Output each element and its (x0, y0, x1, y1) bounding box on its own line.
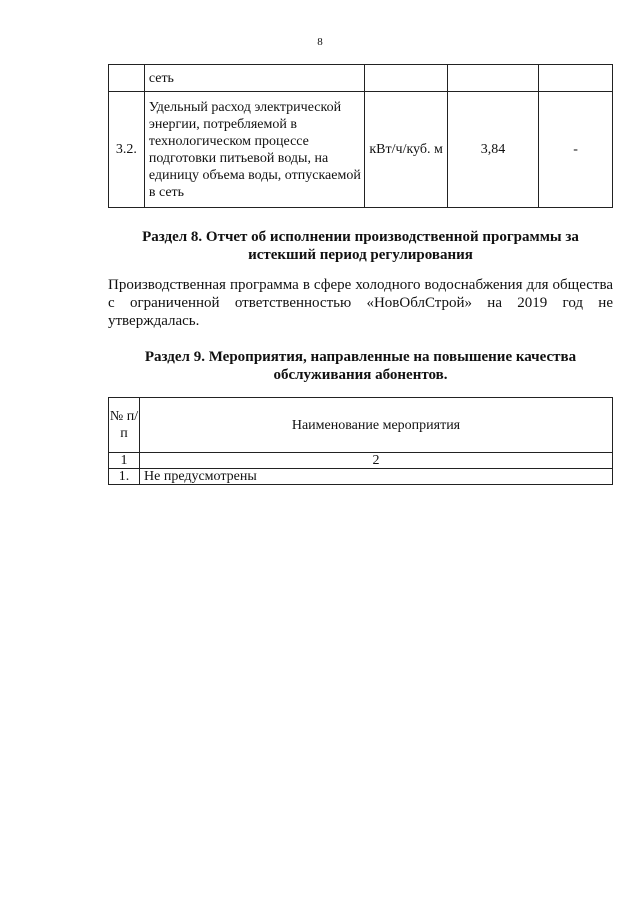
unit-cell (365, 65, 448, 92)
column-header-number: № п/п (109, 398, 140, 453)
row-number-cell: 1. (109, 469, 140, 485)
measures-table (108, 397, 613, 485)
indicators-table (108, 64, 613, 208)
value-cell (447, 65, 538, 92)
table-row (109, 92, 613, 208)
row-number-cell (109, 65, 145, 92)
column-header-name: Наименование мероприятия (140, 398, 613, 453)
column-index-1: 1 (109, 453, 140, 469)
note-cell (539, 65, 613, 92)
page-number: 8 (317, 36, 323, 48)
table-row (109, 469, 613, 485)
table-header-row (109, 398, 613, 453)
indicator-description-cell: Удельный расход электрической энергии, потребляемой в технологическом процессе подготовки питьевой воды, на единицу объема воды, отпускаемой в сеть (144, 92, 365, 208)
section-8-heading: Раздел 8. Отчет об исполнении производственной программы за истекший период регулирования (142, 229, 579, 263)
indicator-description-cell: сеть (144, 65, 365, 92)
note-cell: - (539, 92, 613, 208)
column-index-row (109, 453, 613, 469)
row-number-cell: 3.2. (109, 92, 145, 208)
section-9-heading: Раздел 9. Мероприятия, направленные на повышение качества обслуживания абонентов. (144, 349, 577, 383)
section-8-text: Производственная программа в сфере холодного водоснабжения для общества с ограниченной ответственностью «НовОблСтрой» на 2019 год не утверждалась. (108, 277, 613, 329)
column-index-2: 2 (140, 453, 613, 469)
unit-cell: кВт/ч/куб. м (365, 92, 448, 208)
value-cell: 3,84 (447, 92, 538, 208)
table-row (109, 65, 613, 92)
measure-name-cell: Не предусмотрены (140, 469, 613, 485)
